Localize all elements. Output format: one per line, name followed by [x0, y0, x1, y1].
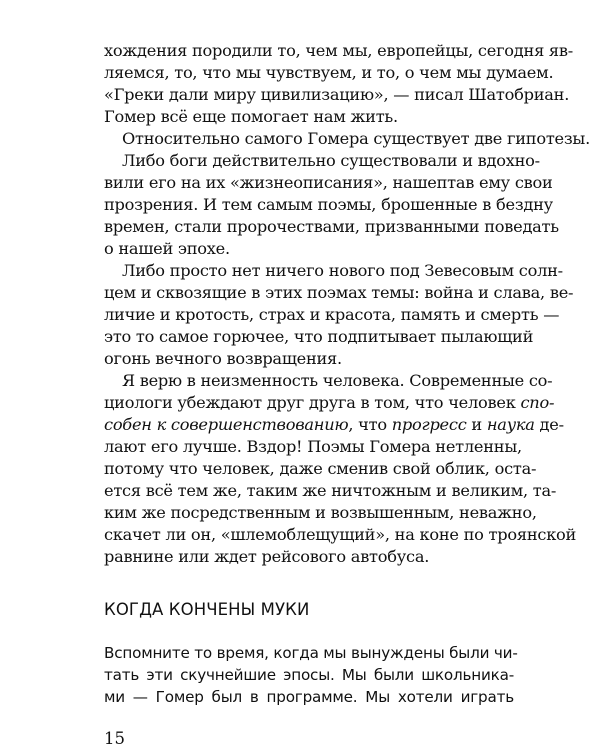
italic-text-run: собен к совершенствованию [104, 415, 349, 434]
body-text-line: равнине или ждет рейсового автобуса. [104, 547, 430, 566]
section-heading: КОГДА КОНЧЕНЫ МУКИ [104, 600, 310, 619]
italic-text-run: прогресс [391, 415, 467, 434]
body-text-line: прозрения. И тем самым поэмы, брошенные в бездну [104, 195, 553, 214]
body-text-line: лают его лучше. Вздор! Поэмы Гомера нетленны, [104, 437, 522, 456]
page-number: 15 [104, 729, 125, 748]
body-text-line: времен, стали пророчествами, призванными поведать [104, 217, 559, 236]
body-text-line: хождения породили то, чем мы, европейцы, сегодня яв- [104, 41, 573, 60]
body-text-line: это то самое горючее, что подпитывает пылающий [104, 327, 534, 346]
body-text-line: ется всё тем же, таким же ничтожным и великим, та- [104, 481, 557, 500]
body-text-line: потому что человек, даже сменив свой облик, оста- [104, 459, 537, 478]
text-run: , что [348, 415, 392, 434]
body-text-line: личие и кротость, страх и красота, память и смерть — [104, 305, 560, 324]
body-text-line: «Греки дали миру цивилизацию», — писал Шатобриан. [104, 85, 570, 104]
italic-text-run: спо- [520, 393, 555, 412]
text-run: и [466, 415, 487, 434]
book-page [104, 40, 590, 748]
text-run: циологи убеждают друг друга в том, что человек [104, 393, 521, 412]
body-text-line: о нашей эпохе. [104, 239, 230, 258]
body-text-line: вили его на их «жизнеописания», нашептав ему свои [104, 173, 553, 192]
body-text-line: Я верю в неизменность человека. Современные со- [122, 371, 553, 390]
body-text-line [104, 414, 564, 436]
body-text-line: Относительно самого Гомера существует две гипотезы. [122, 129, 590, 148]
body-text-line [104, 392, 555, 414]
body-text-line: скачет ли он, «шлемоблещущий», на коне по троянской [104, 525, 577, 544]
body-text-line: тать эти скучнейшие эпосы. Мы были школьника- [104, 666, 514, 684]
body-text-line: ми — Гомер был в программе. Мы хотели играть [104, 688, 514, 706]
body-text-line: ким же посредственным и возвышенным, неважно, [104, 503, 537, 522]
body-text-line: огонь вечного возвращения. [104, 349, 342, 368]
text-run: де- [534, 415, 564, 434]
italic-text-run: наука [486, 415, 535, 434]
body-text-line: Либо просто нет ничего нового под Зевесовым солн- [122, 261, 563, 280]
body-text-line: Либо боги действительно существовали и вдохно- [122, 151, 540, 170]
body-text-line: Гомер всё еще помогает нам жить. [104, 107, 398, 126]
body-text-line: ляемся, то, что мы чувствуем, и то, о чем мы думаем. [104, 63, 554, 82]
body-text-line: Вспомните то время, когда мы вынуждены были чи- [104, 644, 518, 662]
body-text-line: цем и сквозящие в этих поэмах темы: война и слава, ве- [104, 283, 574, 302]
